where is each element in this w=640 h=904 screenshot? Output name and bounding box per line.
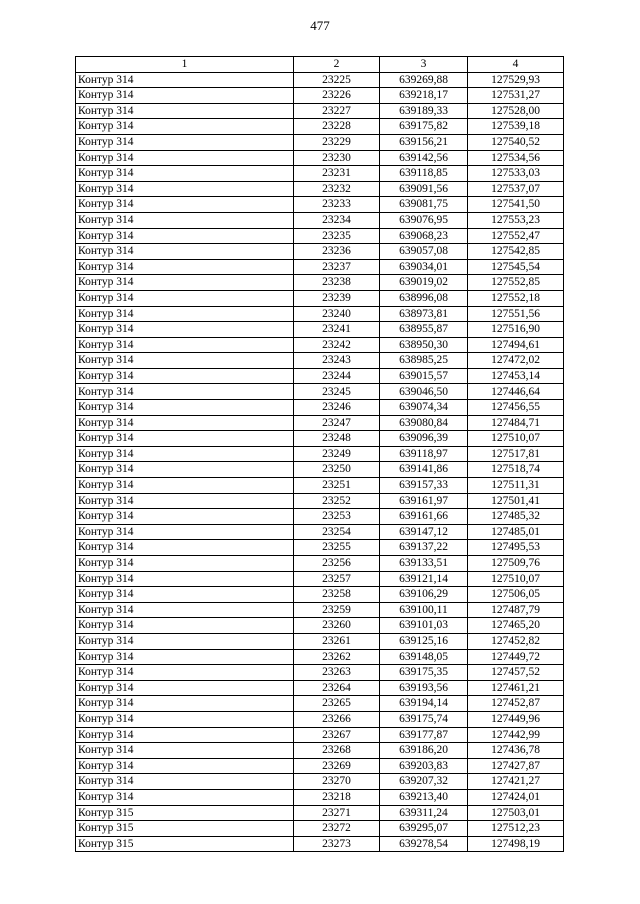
page-number: 477 xyxy=(310,18,330,33)
x-coordinate-cell: 639074,34 xyxy=(380,400,468,416)
point-number-cell: 23257 xyxy=(294,571,380,587)
x-coordinate-cell: 638985,25 xyxy=(380,353,468,369)
table-row xyxy=(76,259,564,275)
contour-name-cell: Контур 314 xyxy=(76,478,294,494)
contour-name-cell: Контур 314 xyxy=(76,212,294,228)
x-coordinate-cell: 639157,33 xyxy=(380,478,468,494)
table-row xyxy=(76,509,564,525)
x-coordinate-cell: 639057,08 xyxy=(380,244,468,260)
table-row xyxy=(76,384,564,400)
y-coordinate-cell: 127503,01 xyxy=(468,805,564,821)
y-coordinate-cell: 127541,50 xyxy=(468,197,564,213)
point-number-cell: 23268 xyxy=(294,743,380,759)
point-number-cell: 23256 xyxy=(294,556,380,572)
y-coordinate-cell: 127516,90 xyxy=(468,322,564,338)
column-header-1: 1 xyxy=(76,57,294,73)
y-coordinate-cell: 127461,21 xyxy=(468,680,564,696)
point-number-cell: 23241 xyxy=(294,322,380,338)
x-coordinate-cell: 639207,32 xyxy=(380,774,468,790)
point-number-cell: 23265 xyxy=(294,696,380,712)
y-coordinate-cell: 127498,19 xyxy=(468,836,564,852)
contour-name-cell: Контур 314 xyxy=(76,633,294,649)
contour-name-cell: Контур 314 xyxy=(76,103,294,119)
point-number-cell: 23269 xyxy=(294,758,380,774)
x-coordinate-cell: 639203,83 xyxy=(380,758,468,774)
point-number-cell: 23225 xyxy=(294,72,380,88)
point-number-cell: 23262 xyxy=(294,649,380,665)
x-coordinate-cell: 639101,03 xyxy=(380,618,468,634)
table-row xyxy=(76,571,564,587)
y-coordinate-cell: 127540,52 xyxy=(468,134,564,150)
x-coordinate-cell: 638955,87 xyxy=(380,322,468,338)
table-row xyxy=(76,322,564,338)
contour-name-cell: Контур 314 xyxy=(76,571,294,587)
contour-name-cell: Контур 314 xyxy=(76,462,294,478)
point-number-cell: 23239 xyxy=(294,290,380,306)
table-row xyxy=(76,618,564,634)
point-number-cell: 23244 xyxy=(294,368,380,384)
table-row xyxy=(76,665,564,681)
x-coordinate-cell: 639081,75 xyxy=(380,197,468,213)
x-coordinate-cell: 639080,84 xyxy=(380,415,468,431)
y-coordinate-cell: 127511,31 xyxy=(468,478,564,494)
x-coordinate-cell: 639096,39 xyxy=(380,431,468,447)
contour-name-cell: Контур 314 xyxy=(76,88,294,104)
x-coordinate-cell: 639194,14 xyxy=(380,696,468,712)
point-number-cell: 23260 xyxy=(294,618,380,634)
point-number-cell: 23236 xyxy=(294,244,380,260)
x-coordinate-cell: 639137,22 xyxy=(380,540,468,556)
contour-name-cell: Контур 314 xyxy=(76,665,294,681)
x-coordinate-cell: 639193,56 xyxy=(380,680,468,696)
point-number-cell: 23251 xyxy=(294,478,380,494)
y-coordinate-cell: 127453,14 xyxy=(468,368,564,384)
y-coordinate-cell: 127457,52 xyxy=(468,665,564,681)
table-row xyxy=(76,789,564,805)
point-number-cell: 23233 xyxy=(294,197,380,213)
contour-name-cell: Контур 314 xyxy=(76,228,294,244)
table-row xyxy=(76,602,564,618)
contour-name-cell: Контур 314 xyxy=(76,431,294,447)
table-header-row xyxy=(76,57,564,73)
y-coordinate-cell: 127452,87 xyxy=(468,696,564,712)
x-coordinate-cell: 639133,51 xyxy=(380,556,468,572)
table-row xyxy=(76,290,564,306)
table-row xyxy=(76,758,564,774)
contour-name-cell: Контур 314 xyxy=(76,789,294,805)
y-coordinate-cell: 127553,23 xyxy=(468,212,564,228)
table-row xyxy=(76,680,564,696)
x-coordinate-cell: 639295,07 xyxy=(380,821,468,837)
contour-name-cell: Контур 314 xyxy=(76,711,294,727)
y-coordinate-cell: 127452,82 xyxy=(468,633,564,649)
coordinates-table xyxy=(75,56,564,852)
contour-name-cell: Контур 314 xyxy=(76,306,294,322)
y-coordinate-cell: 127510,07 xyxy=(468,431,564,447)
y-coordinate-cell: 127501,41 xyxy=(468,493,564,509)
x-coordinate-cell: 639019,02 xyxy=(380,275,468,291)
x-coordinate-cell: 639091,56 xyxy=(380,181,468,197)
y-coordinate-cell: 127533,03 xyxy=(468,166,564,182)
table-row xyxy=(76,134,564,150)
point-number-cell: 23229 xyxy=(294,134,380,150)
x-coordinate-cell: 639213,40 xyxy=(380,789,468,805)
table-row xyxy=(76,649,564,665)
contour-name-cell: Контур 314 xyxy=(76,696,294,712)
y-coordinate-cell: 127552,85 xyxy=(468,275,564,291)
y-coordinate-cell: 127517,81 xyxy=(468,446,564,462)
contour-name-cell: Контур 314 xyxy=(76,743,294,759)
point-number-cell: 23227 xyxy=(294,103,380,119)
point-number-cell: 23237 xyxy=(294,259,380,275)
x-coordinate-cell: 639076,95 xyxy=(380,212,468,228)
point-number-cell: 23230 xyxy=(294,150,380,166)
table-row xyxy=(76,150,564,166)
y-coordinate-cell: 127449,72 xyxy=(468,649,564,665)
table-row xyxy=(76,493,564,509)
y-coordinate-cell: 127545,54 xyxy=(468,259,564,275)
x-coordinate-cell: 638973,81 xyxy=(380,306,468,322)
point-number-cell: 23231 xyxy=(294,166,380,182)
x-coordinate-cell: 639186,20 xyxy=(380,743,468,759)
y-coordinate-cell: 127552,18 xyxy=(468,290,564,306)
point-number-cell: 23255 xyxy=(294,540,380,556)
x-coordinate-cell: 639177,87 xyxy=(380,727,468,743)
table-row xyxy=(76,119,564,135)
x-coordinate-cell: 639147,12 xyxy=(380,524,468,540)
x-coordinate-cell: 638996,08 xyxy=(380,290,468,306)
x-coordinate-cell: 639118,97 xyxy=(380,446,468,462)
contour-name-cell: Контур 314 xyxy=(76,353,294,369)
y-coordinate-cell: 127542,85 xyxy=(468,244,564,260)
point-number-cell: 23234 xyxy=(294,212,380,228)
table-body xyxy=(76,72,564,852)
contour-name-cell: Контур 314 xyxy=(76,197,294,213)
table-row xyxy=(76,524,564,540)
table-row xyxy=(76,743,564,759)
x-coordinate-cell: 639175,35 xyxy=(380,665,468,681)
x-coordinate-cell: 639175,82 xyxy=(380,119,468,135)
contour-name-cell: Контур 314 xyxy=(76,680,294,696)
point-number-cell: 23245 xyxy=(294,384,380,400)
y-coordinate-cell: 127512,23 xyxy=(468,821,564,837)
y-coordinate-cell: 127537,07 xyxy=(468,181,564,197)
y-coordinate-cell: 127506,05 xyxy=(468,587,564,603)
column-header-4: 4 xyxy=(468,57,564,73)
point-number-cell: 23232 xyxy=(294,181,380,197)
contour-name-cell: Контур 314 xyxy=(76,166,294,182)
contour-name-cell: Контур 314 xyxy=(76,774,294,790)
x-coordinate-cell: 639046,50 xyxy=(380,384,468,400)
y-coordinate-cell: 127518,74 xyxy=(468,462,564,478)
point-number-cell: 23246 xyxy=(294,400,380,416)
y-coordinate-cell: 127465,20 xyxy=(468,618,564,634)
x-coordinate-cell: 639125,16 xyxy=(380,633,468,649)
column-header-2: 2 xyxy=(294,57,380,73)
x-coordinate-cell: 639034,01 xyxy=(380,259,468,275)
x-coordinate-cell: 638950,30 xyxy=(380,337,468,353)
y-coordinate-cell: 127529,93 xyxy=(468,72,564,88)
table-row xyxy=(76,836,564,852)
point-number-cell: 23249 xyxy=(294,446,380,462)
y-coordinate-cell: 127421,27 xyxy=(468,774,564,790)
contour-name-cell: Контур 314 xyxy=(76,119,294,135)
contour-name-cell: Контур 314 xyxy=(76,150,294,166)
table-row xyxy=(76,244,564,260)
x-coordinate-cell: 639189,33 xyxy=(380,103,468,119)
table-row xyxy=(76,478,564,494)
contour-name-cell: Контур 314 xyxy=(76,244,294,260)
x-coordinate-cell: 639068,23 xyxy=(380,228,468,244)
y-coordinate-cell: 127539,18 xyxy=(468,119,564,135)
point-number-cell: 23248 xyxy=(294,431,380,447)
contour-name-cell: Контур 315 xyxy=(76,805,294,821)
contour-name-cell: Контур 314 xyxy=(76,134,294,150)
contour-name-cell: Контур 314 xyxy=(76,540,294,556)
y-coordinate-cell: 127472,02 xyxy=(468,353,564,369)
table-row xyxy=(76,103,564,119)
point-number-cell: 23253 xyxy=(294,509,380,525)
table-row xyxy=(76,353,564,369)
point-number-cell: 23235 xyxy=(294,228,380,244)
x-coordinate-cell: 639218,17 xyxy=(380,88,468,104)
x-coordinate-cell: 639311,24 xyxy=(380,805,468,821)
x-coordinate-cell: 639175,74 xyxy=(380,711,468,727)
y-coordinate-cell: 127446,64 xyxy=(468,384,564,400)
contour-name-cell: Контур 314 xyxy=(76,337,294,353)
table-row xyxy=(76,368,564,384)
y-coordinate-cell: 127528,00 xyxy=(468,103,564,119)
contour-name-cell: Контур 314 xyxy=(76,493,294,509)
contour-name-cell: Контур 314 xyxy=(76,384,294,400)
point-number-cell: 23238 xyxy=(294,275,380,291)
contour-name-cell: Контур 314 xyxy=(76,587,294,603)
point-number-cell: 23264 xyxy=(294,680,380,696)
point-number-cell: 23272 xyxy=(294,821,380,837)
point-number-cell: 23228 xyxy=(294,119,380,135)
contour-name-cell: Контур 314 xyxy=(76,400,294,416)
table-row xyxy=(76,72,564,88)
table-row xyxy=(76,212,564,228)
y-coordinate-cell: 127531,27 xyxy=(468,88,564,104)
x-coordinate-cell: 639118,85 xyxy=(380,166,468,182)
table-row xyxy=(76,197,564,213)
contour-name-cell: Контур 314 xyxy=(76,727,294,743)
x-coordinate-cell: 639269,88 xyxy=(380,72,468,88)
point-number-cell: 23250 xyxy=(294,462,380,478)
contour-name-cell: Контур 314 xyxy=(76,181,294,197)
table-row xyxy=(76,400,564,416)
column-header-3: 3 xyxy=(380,57,468,73)
point-number-cell: 23271 xyxy=(294,805,380,821)
table-row xyxy=(76,711,564,727)
point-number-cell: 23273 xyxy=(294,836,380,852)
point-number-cell: 23258 xyxy=(294,587,380,603)
point-number-cell: 23218 xyxy=(294,789,380,805)
point-number-cell: 23263 xyxy=(294,665,380,681)
contour-name-cell: Контур 314 xyxy=(76,72,294,88)
table-row xyxy=(76,446,564,462)
x-coordinate-cell: 639156,21 xyxy=(380,134,468,150)
contour-name-cell: Контур 314 xyxy=(76,649,294,665)
table-row xyxy=(76,166,564,182)
y-coordinate-cell: 127442,99 xyxy=(468,727,564,743)
y-coordinate-cell: 127427,87 xyxy=(468,758,564,774)
contour-name-cell: Контур 314 xyxy=(76,415,294,431)
y-coordinate-cell: 127485,01 xyxy=(468,524,564,540)
point-number-cell: 23261 xyxy=(294,633,380,649)
y-coordinate-cell: 127509,76 xyxy=(468,556,564,572)
contour-name-cell: Контур 314 xyxy=(76,259,294,275)
x-coordinate-cell: 639106,29 xyxy=(380,587,468,603)
table-row xyxy=(76,587,564,603)
table-row xyxy=(76,540,564,556)
y-coordinate-cell: 127552,47 xyxy=(468,228,564,244)
table-row xyxy=(76,805,564,821)
table-row xyxy=(76,431,564,447)
contour-name-cell: Контур 314 xyxy=(76,275,294,291)
y-coordinate-cell: 127436,78 xyxy=(468,743,564,759)
x-coordinate-cell: 639121,14 xyxy=(380,571,468,587)
x-coordinate-cell: 639278,54 xyxy=(380,836,468,852)
table-row xyxy=(76,774,564,790)
y-coordinate-cell: 127485,32 xyxy=(468,509,564,525)
table-row xyxy=(76,462,564,478)
x-coordinate-cell: 639100,11 xyxy=(380,602,468,618)
point-number-cell: 23267 xyxy=(294,727,380,743)
table-row xyxy=(76,88,564,104)
table-row xyxy=(76,275,564,291)
y-coordinate-cell: 127495,53 xyxy=(468,540,564,556)
y-coordinate-cell: 127484,71 xyxy=(468,415,564,431)
x-coordinate-cell: 639161,97 xyxy=(380,493,468,509)
x-coordinate-cell: 639141,86 xyxy=(380,462,468,478)
x-coordinate-cell: 639015,57 xyxy=(380,368,468,384)
contour-name-cell: Контур 314 xyxy=(76,618,294,634)
table-row xyxy=(76,633,564,649)
table-row xyxy=(76,415,564,431)
contour-name-cell: Контур 314 xyxy=(76,322,294,338)
point-number-cell: 23240 xyxy=(294,306,380,322)
y-coordinate-cell: 127456,55 xyxy=(468,400,564,416)
table-row xyxy=(76,181,564,197)
y-coordinate-cell: 127510,07 xyxy=(468,571,564,587)
contour-name-cell: Контур 314 xyxy=(76,509,294,525)
contour-name-cell: Контур 315 xyxy=(76,821,294,837)
y-coordinate-cell: 127494,61 xyxy=(468,337,564,353)
contour-name-cell: Контур 314 xyxy=(76,446,294,462)
table-row xyxy=(76,727,564,743)
table-row xyxy=(76,556,564,572)
y-coordinate-cell: 127449,96 xyxy=(468,711,564,727)
table-row xyxy=(76,337,564,353)
x-coordinate-cell: 639142,56 xyxy=(380,150,468,166)
y-coordinate-cell: 127551,56 xyxy=(468,306,564,322)
contour-name-cell: Контур 314 xyxy=(76,290,294,306)
table-row xyxy=(76,696,564,712)
point-number-cell: 23270 xyxy=(294,774,380,790)
x-coordinate-cell: 639161,66 xyxy=(380,509,468,525)
contour-name-cell: Контур 314 xyxy=(76,368,294,384)
point-number-cell: 23252 xyxy=(294,493,380,509)
table-row xyxy=(76,306,564,322)
contour-name-cell: Контур 314 xyxy=(76,524,294,540)
point-number-cell: 23259 xyxy=(294,602,380,618)
point-number-cell: 23247 xyxy=(294,415,380,431)
y-coordinate-cell: 127424,01 xyxy=(468,789,564,805)
point-number-cell: 23242 xyxy=(294,337,380,353)
point-number-cell: 23266 xyxy=(294,711,380,727)
x-coordinate-cell: 639148,05 xyxy=(380,649,468,665)
y-coordinate-cell: 127487,79 xyxy=(468,602,564,618)
contour-name-cell: Контур 315 xyxy=(76,836,294,852)
contour-name-cell: Контур 314 xyxy=(76,556,294,572)
y-coordinate-cell: 127534,56 xyxy=(468,150,564,166)
contour-name-cell: Контур 314 xyxy=(76,602,294,618)
point-number-cell: 23226 xyxy=(294,88,380,104)
point-number-cell: 23254 xyxy=(294,524,380,540)
table-row xyxy=(76,228,564,244)
table-row xyxy=(76,821,564,837)
contour-name-cell: Контур 314 xyxy=(76,758,294,774)
point-number-cell: 23243 xyxy=(294,353,380,369)
